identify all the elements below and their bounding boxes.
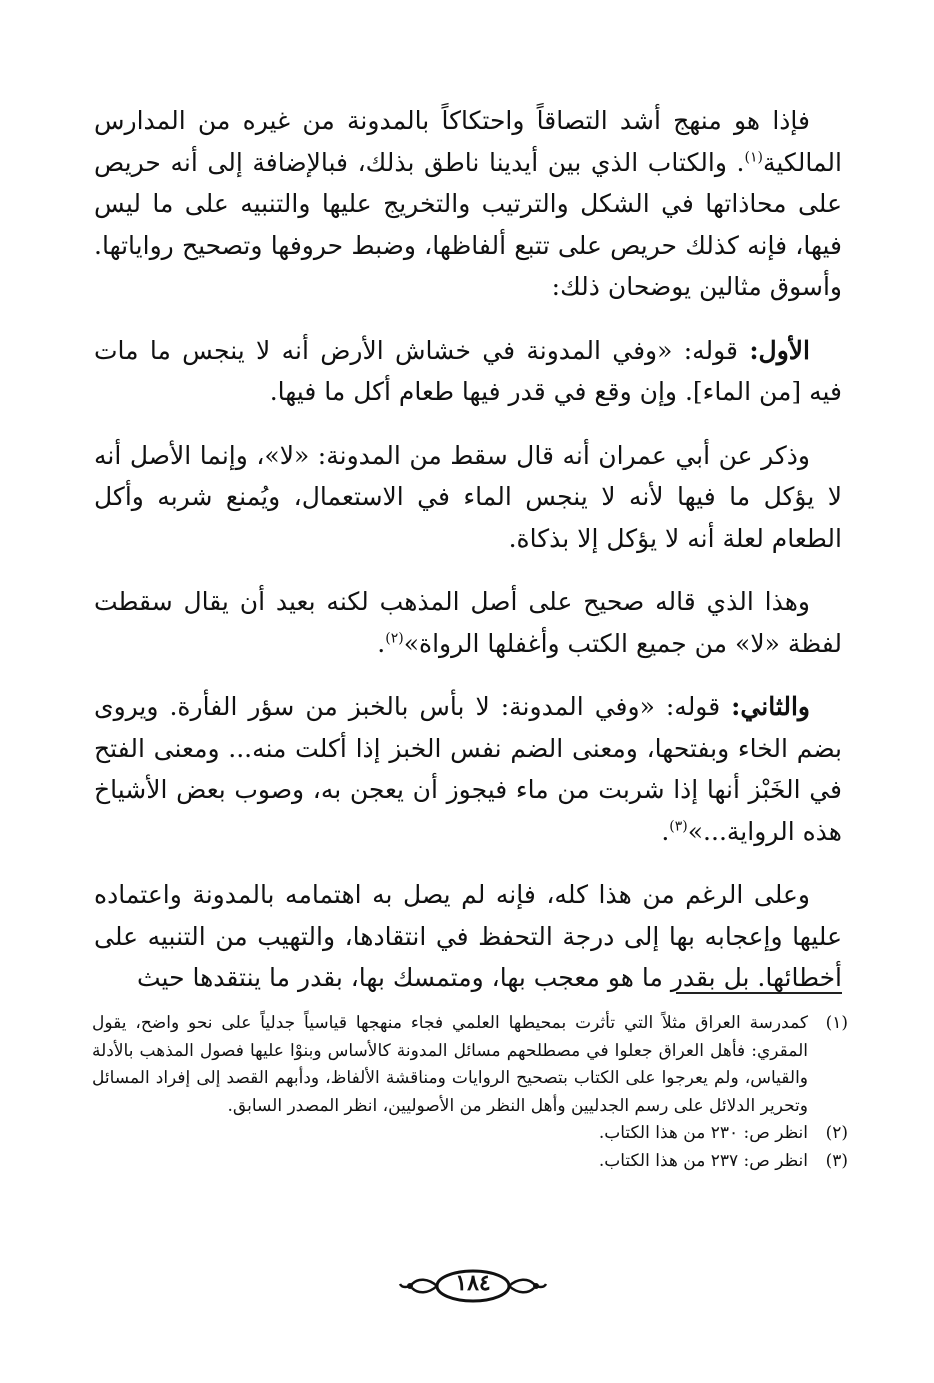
footnote-text: كمدرسة العراق مثلاً التي تأثرت بمحيطها العلمي فجاء منهجها قياسياً جدلياً على نحو واضح، يقول المقري: فأهل العراق جعلوا في مصطلحهم مسائل المدونة كالأساس وبنوْا عليها فصول المذهب بالأدلة والقياس، ولم يعرجوا على الكتاب بتصحيح الروايات ومناقشة الألفاظ، ودأبهم القصد إلى إفراد المسائل وتحرير الدلائل على رسم الجدليين وأهل النظر من الأصوليين، انظر المصدر السابق. [92,1013,808,1116]
paragraph-text: قوله: «وفي المدونة في خشاش الأرض أنه لا ينجس ما مات فيه [من الماء]. وإن وقع في قدر فيها طعام أكل ما فيها. [94,335,842,406]
page-number: ١٨٤ [455,1270,491,1296]
paragraph-6 [94,874,842,999]
footnote-number: (١) [825,1013,848,1033]
footnote-divider [676,992,842,994]
paragraph-tail: . [377,628,386,658]
example-lead-second: والثاني: [731,692,810,721]
paragraph-2 [94,330,842,413]
footnote-3 [92,1148,848,1176]
footnote-1 [92,1010,848,1120]
footnote-number: (٢) [825,1123,848,1143]
footnote-number: (٣) [825,1150,848,1171]
footnote-text: انظر ص: ٢٣٧ من هذا الكتاب. [598,1150,808,1171]
footnote-ref-1: (١) [744,149,763,166]
example-lead-first: الأول: [749,335,810,365]
paragraph-text: وهذا الذي قاله صحيح على أصل المذهب لكنه بعيد أن يقال سقطت لفظة «لا» من جميع الكتب وأغفلها الرواة» [94,587,842,658]
paragraph-1 [94,100,842,308]
footnote-text: انظر ص: ٢٣٠ من هذا الكتاب. [598,1123,808,1143]
paragraph-3 [94,435,842,560]
page-number-ornament [398,1268,548,1304]
paragraph-text: قوله: «وفي المدونة: لا بأس بالخبز من سؤر الفأرة. ويروى بضم الخاء وبفتحها، ومعنى الضم نفس الخبز إذا أكلت منه... ومعنى الفتح في الخَبْز أنها إذا شربت من ماء فيجوز أن يعجن به، وصوب بعض الأشياخ هذه الرواية...» [94,692,842,846]
paragraph-text: فإذا هو منهج أشد التصاقاً واحتكاكاً بالمدونة من غيره من المدارس المالكية [94,106,842,177]
footnote-2 [92,1120,848,1148]
body-text [94,100,842,1021]
paragraph-text: وذكر عن أبي عمران أنه قال سقط من المدونة: «لا»، وإنما الأصل أنه لا يؤكل ما فيها لأنه لا ينجس الماء في الاستعمال، ويُمنع شربه وأكل الطعام لعلة أنه لا يؤكل إلا بذكاة. [94,440,842,553]
footnote-ref-3: (٣) [669,818,688,835]
paragraph-text: وعلى الرغم من هذا كله، فإنه لم يصل به اهتمامه بالمدونة واعتماده عليها وإعجابه بها إلى درجة التحفظ في انتقادها، والتهيب من التنبيه على أخطائها. بل بقدر ما هو معجب بها، ومتمسك بها، بقدر ما ينتقدها حيث [94,880,842,992]
paragraph-5 [94,686,842,852]
footnotes [92,1010,848,1175]
paragraph-4 [94,581,842,664]
footnote-ref-2: (٢) [385,630,404,647]
paragraph-tail: . [661,816,670,846]
paragraph-tail: . والكتاب الذي بين أيدينا ناطق بذلك، فبالإضافة إلى أنه حريص على محاذاتها في الشكل والترتيب والتخريج عليها والتنبيه على ما ليس فيها، فإنه كذلك حريص على تتبع ألفاظها، وضبط حروفها وتصحيح رواياتها. وأسوق مثالين يوضحان ذلك: [94,147,842,301]
